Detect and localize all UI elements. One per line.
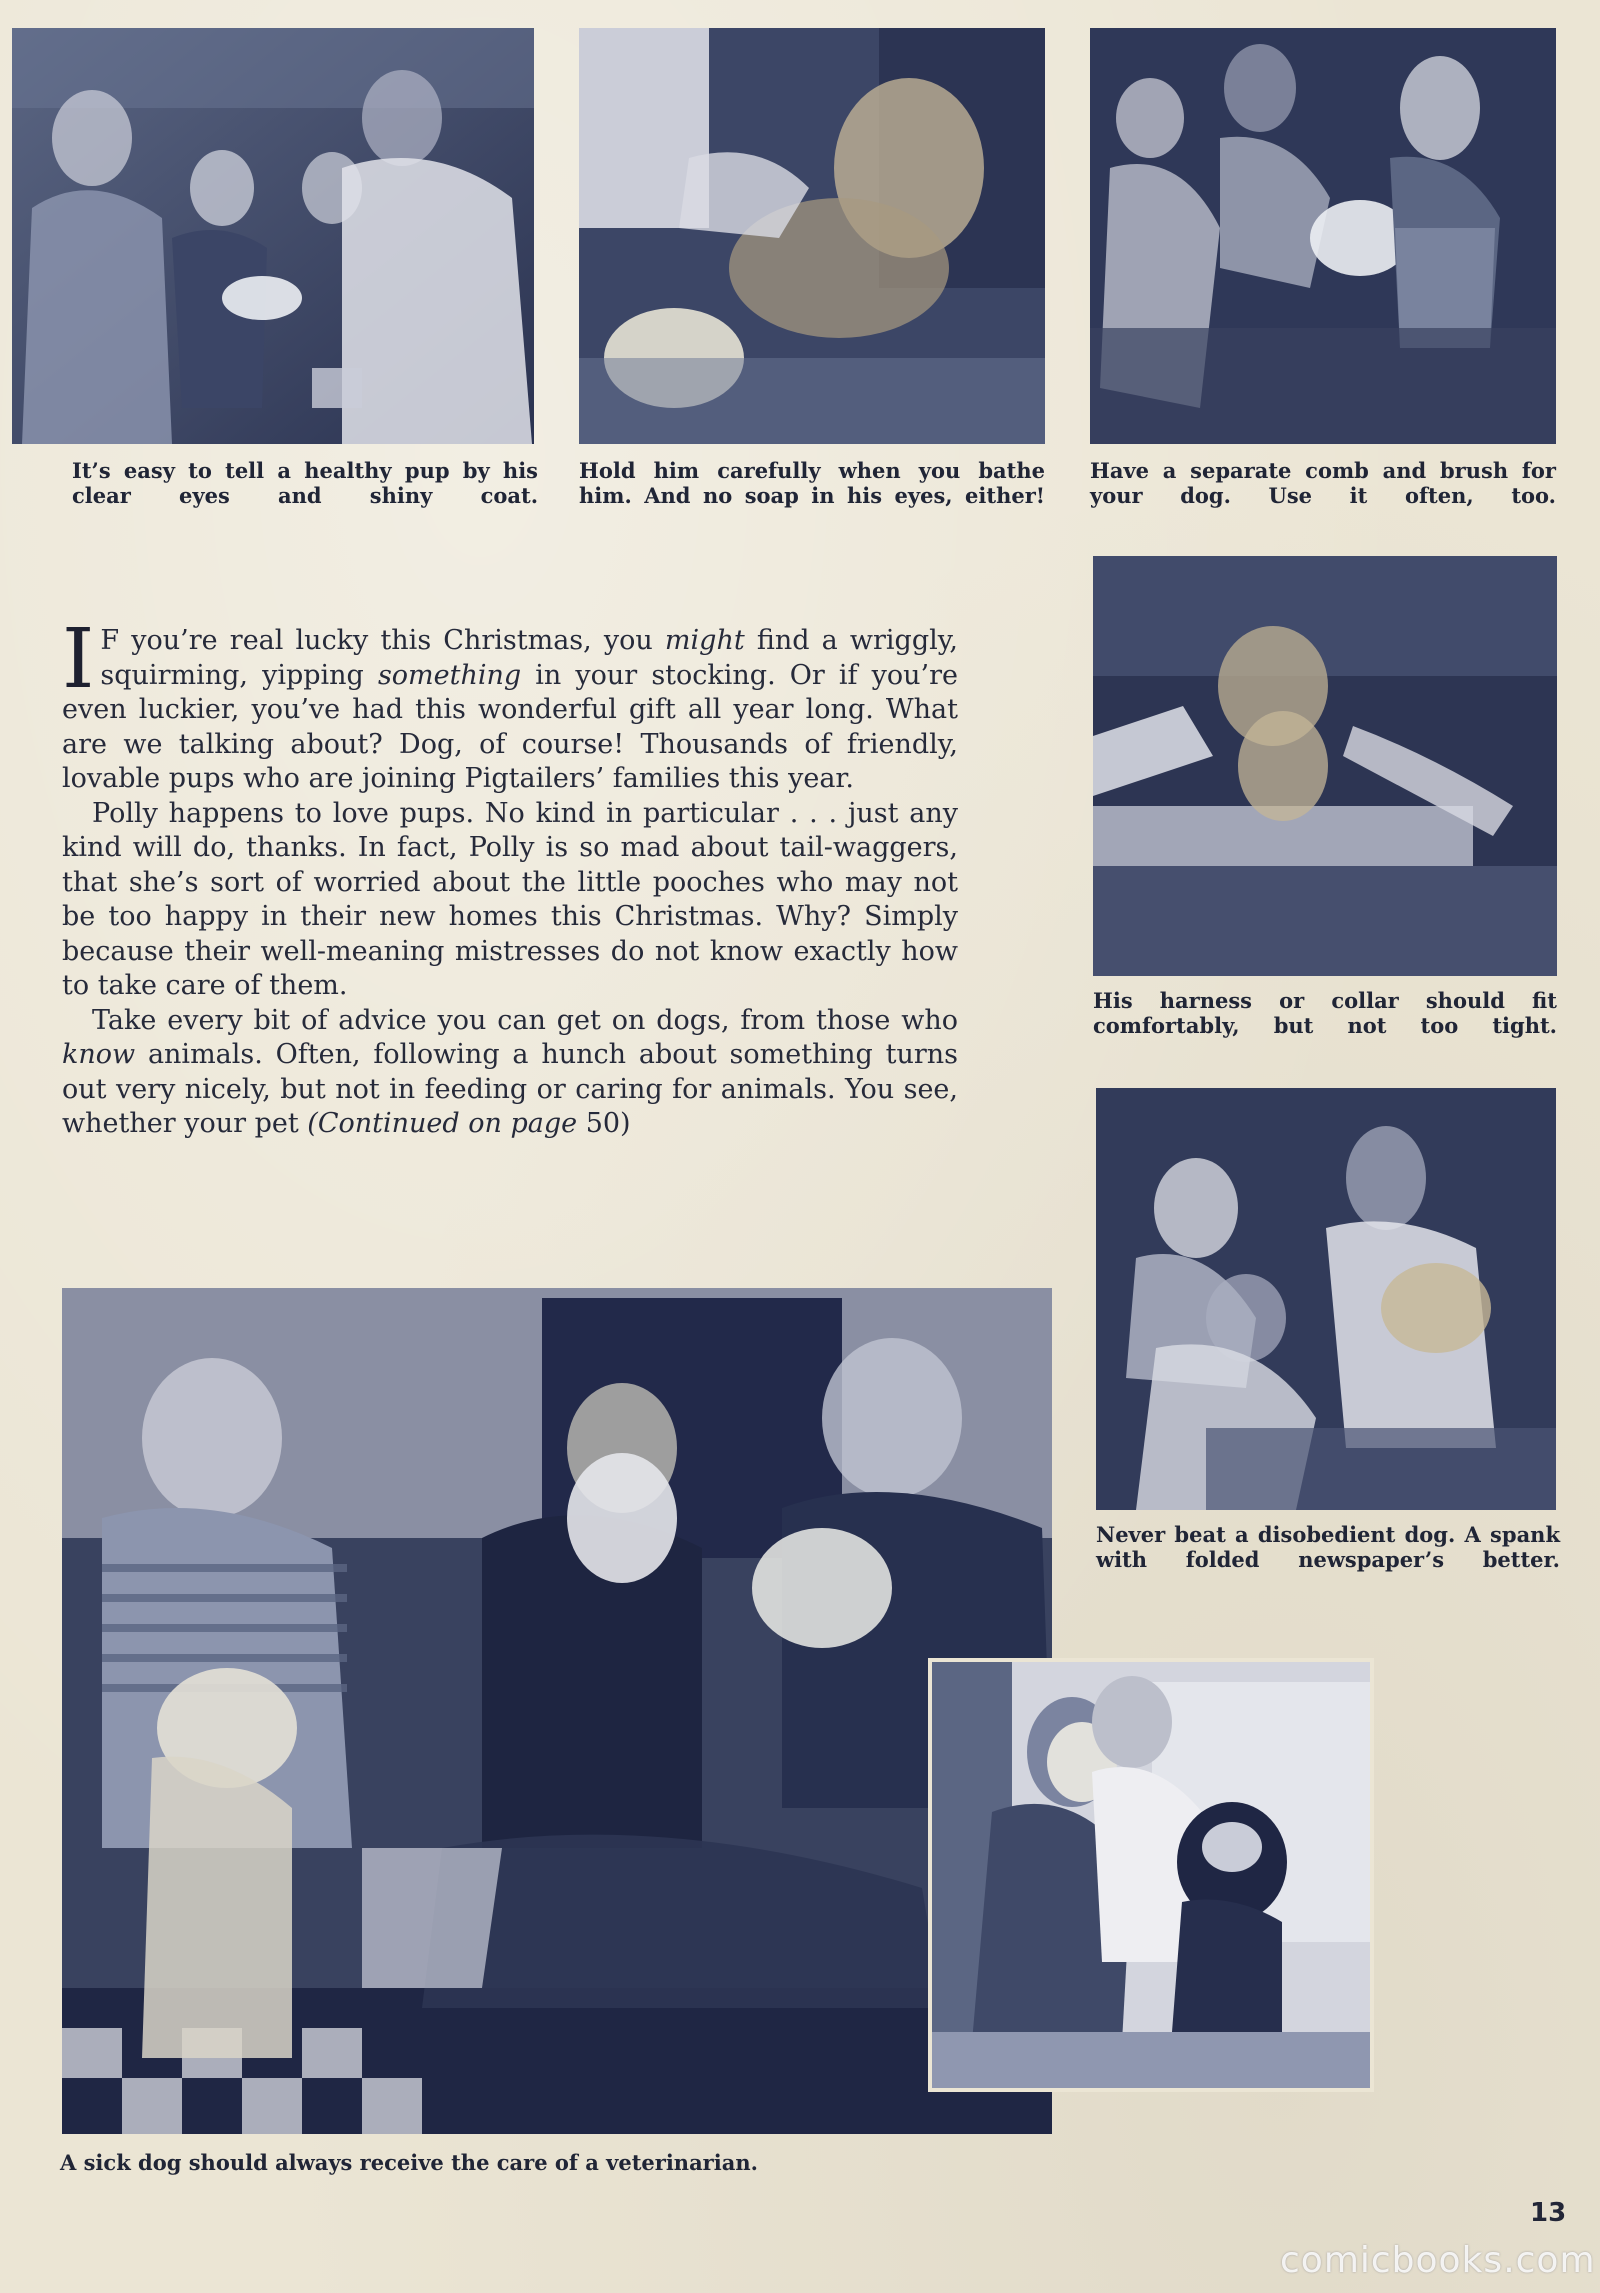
photo-healthy-pup — [12, 28, 534, 444]
article-body — [62, 612, 958, 1142]
caption-veterinarian: A sick dog should always receive the care of a veterinarian. — [60, 2150, 758, 2175]
article-paragraph-1: I F you’re real lucky this Christmas, you might find a wriggly, squirming, yipping something in your stocking. Or if you’re even luckier, you’ve had this wonderful gift all year long. What are we talking about? Dog, of course! Thousands of friendly, lovable pups who are joining Pigtailers’ families this year. — [62, 612, 958, 794]
watermark: comicbooks.com — [1280, 2240, 1596, 2281]
page-number: 13 — [1530, 2198, 1567, 2228]
caption-comb-brush: Have a separate comb and brush for your dog. Use it often, too. — [1090, 458, 1556, 508]
article-paragraph-2: Polly happens to love pups. No kind in particular . . . just any kind will do, thanks. In fact, Polly is so mad about tail-waggers, that she’s sort of worried about the little pooches who may not be too happy in their new homes this Christmas. Why? Simply because their well-meaning mistresses do not know exactly how to take care of them. — [62, 797, 958, 1001]
article-paragraph-3: Take every bit of advice you can get on dogs, from those who know animals. Often, following a hunch about something turns out very nicely, but not in feeding or caring for animals. You see, whether your pet (Continued on page 50) — [62, 1004, 958, 1139]
photo-disobedient-dog — [1096, 1088, 1556, 1510]
photo-harness-collar — [1093, 556, 1557, 976]
photo-bathing-dog — [579, 28, 1045, 444]
caption-disobedient-dog: Never beat a disobedient dog. A spank with folded newspaper’s better. — [1096, 1522, 1560, 1572]
caption-harness-collar: His harness or collar should fit comfortably, but not too tight. — [1093, 988, 1557, 1038]
photo-veterinarian-inset — [928, 1658, 1374, 2092]
caption-bathing-dog: Hold him carefully when you bathe him. And no soap in his eyes, either! — [579, 458, 1045, 508]
caption-healthy-pup: It’s easy to tell a healthy pup by his clear eyes and shiny coat. — [72, 458, 538, 508]
drop-cap: I — [62, 612, 95, 707]
photo-waiting-room — [62, 1288, 1052, 2134]
continued-link: (Continued on page — [307, 1108, 578, 1139]
photo-comb-brush — [1090, 28, 1556, 444]
